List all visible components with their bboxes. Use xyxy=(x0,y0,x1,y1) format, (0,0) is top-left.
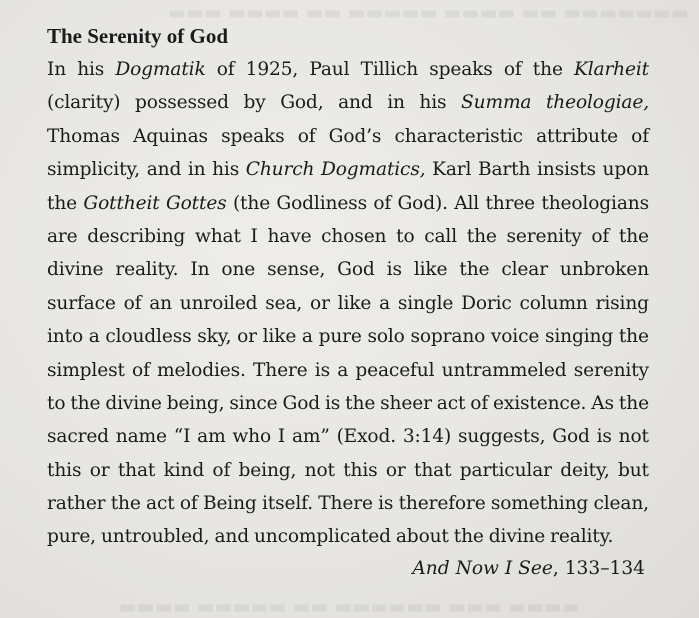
word: (Exod. xyxy=(336,426,396,448)
text-line xyxy=(47,387,649,420)
text-line xyxy=(47,320,649,353)
word: of xyxy=(216,59,235,80)
word: his xyxy=(77,59,105,80)
word: of xyxy=(212,459,231,481)
word: sea, xyxy=(265,292,303,314)
word: Doric xyxy=(461,292,512,314)
word: “I xyxy=(173,426,191,448)
word: since xyxy=(229,392,278,414)
word: sheer xyxy=(380,392,432,414)
word: deity, xyxy=(560,459,610,481)
word: God xyxy=(552,426,590,448)
word: (the xyxy=(232,192,271,214)
word: speaks xyxy=(221,125,285,147)
word: and xyxy=(146,159,182,181)
word: the xyxy=(618,225,649,247)
word: that xyxy=(117,459,156,481)
word: reality. xyxy=(550,526,614,548)
text-line xyxy=(47,487,649,520)
word: the xyxy=(70,392,101,414)
word: the xyxy=(47,192,78,214)
word: surface xyxy=(47,292,116,314)
word: voice xyxy=(490,326,540,348)
word: Klarheit xyxy=(573,59,649,80)
word: kind xyxy=(163,459,205,481)
text-line xyxy=(47,253,649,286)
word: am” xyxy=(291,426,330,448)
word: suggests, xyxy=(457,426,546,448)
word: pure, xyxy=(47,526,96,548)
word: describing xyxy=(87,225,186,247)
word: or xyxy=(310,292,330,314)
word: is xyxy=(386,259,402,281)
text-line xyxy=(47,86,649,119)
word: or xyxy=(237,326,257,348)
word: In xyxy=(190,259,210,281)
word: Paul xyxy=(309,59,350,80)
citation-title: And Now I See xyxy=(412,557,553,579)
word: As xyxy=(591,392,614,414)
word: existence. xyxy=(493,392,587,414)
word: single xyxy=(397,292,454,314)
word: serenity xyxy=(506,225,582,247)
word: column xyxy=(519,292,588,314)
word: being, xyxy=(238,459,297,481)
word: like xyxy=(413,259,448,281)
word: peaceful xyxy=(355,359,435,381)
bleed-through-bottom: ▬▬▬▬ ▬▬▬▬▬ ▬▬ ▬▬▬▬▬▬ ▬▬▬ ▬▬▬▬ xyxy=(118,596,581,618)
word: a xyxy=(379,292,390,314)
body-paragraph xyxy=(47,53,649,554)
word: Godliness xyxy=(276,192,367,214)
word: unbroken xyxy=(559,259,649,281)
word: a xyxy=(337,359,349,381)
word: sense, xyxy=(267,259,326,281)
word: 3:14) xyxy=(402,426,452,448)
word: a xyxy=(88,326,100,348)
word: untroubled, xyxy=(100,526,210,548)
word: characteristic xyxy=(394,125,523,147)
word: God’s xyxy=(328,125,382,147)
word: (clarity) xyxy=(47,92,121,114)
word: itself. xyxy=(261,493,313,515)
word: God, xyxy=(280,92,324,114)
word: theologiae, xyxy=(545,92,649,114)
word: three xyxy=(485,192,536,214)
word: of xyxy=(373,192,392,214)
text-line xyxy=(47,354,649,387)
word: upon xyxy=(602,159,649,181)
word: this xyxy=(343,459,378,481)
word: Summa xyxy=(461,92,532,114)
word: name xyxy=(115,426,167,448)
text-line xyxy=(47,120,649,153)
word: melodies. xyxy=(157,359,246,381)
word: or xyxy=(385,459,406,481)
word: are xyxy=(47,225,78,247)
word: Dogmatics, xyxy=(320,159,426,181)
word: sky, xyxy=(197,326,232,348)
word: or xyxy=(89,459,110,481)
word: clear xyxy=(501,259,548,281)
word: in xyxy=(387,92,405,114)
word: God). xyxy=(397,192,448,214)
word: the xyxy=(110,493,141,515)
word: like xyxy=(262,326,297,348)
word: being, xyxy=(166,392,225,414)
word: theologians xyxy=(541,192,649,214)
word: and xyxy=(338,92,373,114)
word: the xyxy=(345,392,376,414)
word: reality. xyxy=(115,259,179,281)
word: of xyxy=(297,125,316,147)
word: of xyxy=(132,359,150,381)
word: unroiled xyxy=(179,292,258,314)
word: Dogmatik xyxy=(115,59,206,80)
word: divine xyxy=(47,259,104,281)
word: of xyxy=(470,392,489,414)
word: but xyxy=(617,459,649,481)
word: Thomas xyxy=(47,125,120,147)
word: God xyxy=(282,392,321,414)
word: clean, xyxy=(593,493,649,515)
text-line xyxy=(47,187,649,220)
word: cloudless xyxy=(105,326,192,348)
word: particular xyxy=(459,459,552,481)
word: act xyxy=(146,493,175,515)
word: of xyxy=(179,493,198,515)
word: uncomplicated xyxy=(253,526,391,548)
word: of xyxy=(503,59,522,80)
word: in xyxy=(187,159,206,181)
word: God xyxy=(337,259,375,281)
word: soprano xyxy=(410,326,486,348)
word: is xyxy=(325,392,341,414)
text-line xyxy=(47,153,649,186)
word: I xyxy=(250,225,258,247)
text-line xyxy=(47,454,649,487)
word: Aquinas xyxy=(133,125,208,147)
word: about xyxy=(395,526,449,548)
word: Gottes xyxy=(165,192,227,214)
word: Gottheit xyxy=(83,192,160,214)
word: that xyxy=(414,459,452,481)
text-line xyxy=(47,220,649,253)
word: call xyxy=(424,225,458,247)
word: this xyxy=(47,459,82,481)
word: therefore xyxy=(398,493,486,515)
word: to xyxy=(396,225,415,247)
word: I xyxy=(277,426,286,448)
word: divine xyxy=(488,526,546,548)
word: the xyxy=(453,526,484,548)
word: divine xyxy=(105,392,162,414)
excerpt xyxy=(47,22,649,584)
word: is xyxy=(596,426,612,448)
word: possessed xyxy=(135,92,229,114)
word: Church xyxy=(245,159,315,181)
word: insists xyxy=(536,159,596,181)
word: not xyxy=(304,459,335,481)
word: his xyxy=(419,92,447,114)
word: to xyxy=(47,392,66,414)
word: what xyxy=(194,225,241,247)
word: into xyxy=(47,326,83,348)
word: the xyxy=(466,225,497,247)
word: have xyxy=(267,225,312,247)
citation xyxy=(47,554,649,584)
word: is xyxy=(314,359,330,381)
word: act xyxy=(436,392,466,414)
word: There xyxy=(318,493,373,515)
bleed-through-top: ▬▬▬ ▬▬▬▬ ▬▬ ▬▬▬▬▬ ▬▬▬▬ ▬▬ ▬▬▬▬▬▬▬ xyxy=(168,2,689,24)
word: not xyxy=(618,426,649,448)
word: chosen xyxy=(321,225,387,247)
word: by xyxy=(243,92,266,114)
word: untrammeled xyxy=(441,359,567,381)
section-heading: The Serenity of God xyxy=(47,24,229,48)
word: simplest xyxy=(47,359,125,381)
word: All xyxy=(454,192,480,214)
word: pure xyxy=(318,326,362,348)
word: like xyxy=(337,292,372,314)
word: one xyxy=(221,259,256,281)
word: Barth xyxy=(477,159,531,181)
text-line xyxy=(47,420,649,453)
word: singing xyxy=(544,326,614,348)
word: an xyxy=(149,292,172,314)
word: of xyxy=(631,125,649,147)
word: speaks xyxy=(429,59,493,80)
word: a xyxy=(301,326,313,348)
word: of xyxy=(591,225,610,247)
word: is xyxy=(378,493,394,515)
text-line xyxy=(47,53,649,86)
word: his xyxy=(212,159,240,181)
word: and xyxy=(214,526,249,548)
word: Tillich xyxy=(360,59,419,80)
word: solo xyxy=(367,326,405,348)
citation-pages: , 133–134 xyxy=(552,557,645,579)
text-line xyxy=(47,287,649,320)
word: In xyxy=(47,59,67,80)
word: serenity xyxy=(573,359,649,381)
word: attribute xyxy=(536,125,618,147)
word: 1925, xyxy=(245,59,299,80)
word: rising xyxy=(595,292,649,314)
word: sacred xyxy=(47,426,109,448)
word: simplicity, xyxy=(47,159,141,181)
word: the xyxy=(459,259,490,281)
word: am xyxy=(197,426,226,448)
word: the xyxy=(532,59,563,80)
word: Karl xyxy=(432,159,472,181)
word: who xyxy=(232,426,272,448)
word: There xyxy=(253,359,308,381)
text-line xyxy=(47,520,649,553)
word: something xyxy=(490,493,589,515)
word: Being xyxy=(202,493,257,515)
word: the xyxy=(618,326,649,348)
word: the xyxy=(618,392,649,414)
word: of xyxy=(123,292,142,314)
word: rather xyxy=(47,493,106,515)
